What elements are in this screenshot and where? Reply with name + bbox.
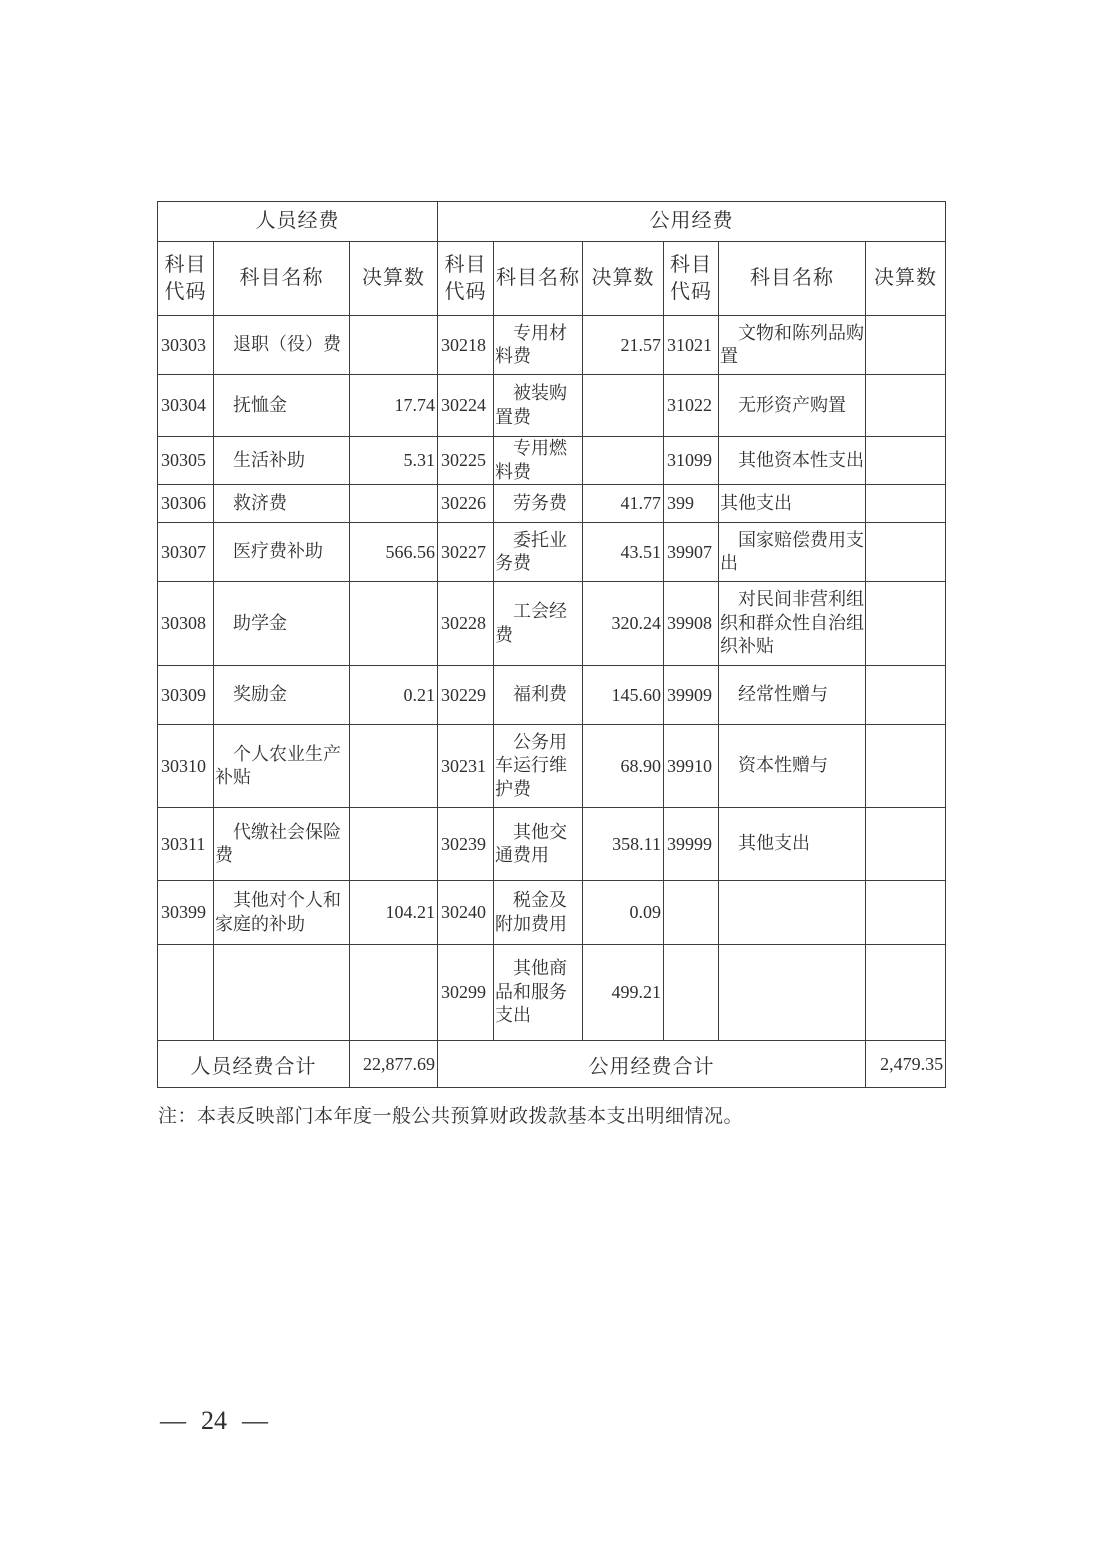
table-row xyxy=(158,666,946,725)
final-amount-cell xyxy=(866,666,946,725)
final-amount-cell: 499.21 xyxy=(583,945,664,1041)
subject-code-cell: 30311 xyxy=(158,808,214,881)
subject-code-cell: 30218 xyxy=(438,316,494,375)
subject-name-cell xyxy=(719,945,866,1041)
subject-name-cell: 医疗费补助 xyxy=(214,523,350,582)
final-amount-cell xyxy=(866,375,946,437)
public-total-value: 2,479.35 xyxy=(866,1041,946,1088)
final-amount-cell xyxy=(350,316,438,375)
public-total-label: 公用经费合计 xyxy=(438,1041,866,1088)
subject-name-cell: 抚恤金 xyxy=(214,375,350,437)
subject-name-cell: 其他支出 xyxy=(719,485,866,523)
subject-name-cell: 福利费 xyxy=(494,666,583,725)
subject-name-cell: 经常性赠与 xyxy=(719,666,866,725)
final-amount-cell: 17.74 xyxy=(350,375,438,437)
final-amount-cell xyxy=(866,725,946,808)
column-header: 决算数 xyxy=(866,242,946,316)
final-amount-cell xyxy=(583,437,664,485)
final-amount-cell: 68.90 xyxy=(583,725,664,808)
subject-code-cell: 30309 xyxy=(158,666,214,725)
subject-code-cell: 399 xyxy=(664,485,719,523)
subject-code-cell: 30240 xyxy=(438,881,494,945)
table-row xyxy=(158,523,946,582)
final-amount-cell: 5.31 xyxy=(350,437,438,485)
subject-name-cell: 个人农业生产补贴 xyxy=(214,725,350,808)
subject-code-cell: 30224 xyxy=(438,375,494,437)
subject-code-cell: 30231 xyxy=(438,725,494,808)
final-amount-cell: 358.11 xyxy=(583,808,664,881)
subject-code-cell: 30303 xyxy=(158,316,214,375)
table-row xyxy=(158,808,946,881)
subject-code-cell: 30307 xyxy=(158,523,214,582)
basic-expenditure-detail-table xyxy=(157,201,946,1088)
subject-name-cell: 助学金 xyxy=(214,582,350,666)
page-number-dash-left: — xyxy=(160,1406,186,1435)
group-header-personnel: 人员经费 xyxy=(158,202,438,242)
table-footnote: 注：本表反映部门本年度一般公共预算财政拨款基本支出明细情况。 xyxy=(158,1106,744,1127)
page-number-dash-right: — xyxy=(242,1406,268,1435)
subject-name-cell: 退职（役）费 xyxy=(214,316,350,375)
subject-name-cell: 工会经费 xyxy=(494,582,583,666)
subject-name-cell: 被装购置费 xyxy=(494,375,583,437)
personnel-total-label: 人员经费合计 xyxy=(158,1041,350,1088)
final-amount-cell xyxy=(350,485,438,523)
subject-name-cell: 专用材料费 xyxy=(494,316,583,375)
subject-name-cell: 其他资本性支出 xyxy=(719,437,866,485)
subject-name-cell: 代缴社会保险费 xyxy=(214,808,350,881)
subject-name-cell: 生活补助 xyxy=(214,437,350,485)
subject-code-cell: 30227 xyxy=(438,523,494,582)
final-amount-cell xyxy=(866,808,946,881)
final-amount-cell xyxy=(350,808,438,881)
subject-name-cell: 劳务费 xyxy=(494,485,583,523)
subject-code-cell: 39908 xyxy=(664,582,719,666)
subject-code-cell: 30228 xyxy=(438,582,494,666)
table-row xyxy=(158,945,946,1041)
subject-name-cell: 资本性赠与 xyxy=(719,725,866,808)
final-amount-cell xyxy=(866,485,946,523)
subject-name-cell: 公务用车运行维护费 xyxy=(494,725,583,808)
subject-code-cell: 30226 xyxy=(438,485,494,523)
subject-name-cell: 对民间非营利组织和群众性自治组织补贴 xyxy=(719,582,866,666)
final-amount-cell: 0.09 xyxy=(583,881,664,945)
subject-code-cell: 30306 xyxy=(158,485,214,523)
subject-name-cell: 其他支出 xyxy=(719,808,866,881)
subject-code-cell: 39907 xyxy=(664,523,719,582)
subject-name-cell: 救济费 xyxy=(214,485,350,523)
table-row xyxy=(158,725,946,808)
subject-code-cell: 30304 xyxy=(158,375,214,437)
column-header: 科目代码 xyxy=(438,242,494,316)
subject-code-cell: 30299 xyxy=(438,945,494,1041)
table-row xyxy=(158,375,946,437)
subject-code-cell: 30239 xyxy=(438,808,494,881)
column-header: 科目代码 xyxy=(664,242,719,316)
final-amount-cell: 566.56 xyxy=(350,523,438,582)
table-row xyxy=(158,582,946,666)
final-amount-cell: 21.57 xyxy=(583,316,664,375)
subject-name-cell: 其他商品和服务支出 xyxy=(494,945,583,1041)
column-header: 决算数 xyxy=(583,242,664,316)
page-number xyxy=(160,1406,268,1436)
final-amount-cell xyxy=(866,582,946,666)
subject-code-cell: 39999 xyxy=(664,808,719,881)
subject-code-cell: 31021 xyxy=(664,316,719,375)
final-amount-cell: 43.51 xyxy=(583,523,664,582)
subject-name-cell xyxy=(719,881,866,945)
subject-code-cell: 30308 xyxy=(158,582,214,666)
subject-name-cell: 奖励金 xyxy=(214,666,350,725)
subject-code-cell: 30399 xyxy=(158,881,214,945)
subject-code-cell: 39909 xyxy=(664,666,719,725)
final-amount-cell: 104.21 xyxy=(350,881,438,945)
final-amount-cell: 320.24 xyxy=(583,582,664,666)
final-amount-cell xyxy=(866,437,946,485)
subject-name-cell: 税金及附加费用 xyxy=(494,881,583,945)
final-amount-cell xyxy=(583,375,664,437)
subject-code-cell xyxy=(664,881,719,945)
table-row xyxy=(158,316,946,375)
final-amount-cell xyxy=(350,725,438,808)
group-header-row xyxy=(158,202,946,242)
final-amount-cell xyxy=(350,945,438,1041)
final-amount-cell xyxy=(866,316,946,375)
subject-code-cell: 39910 xyxy=(664,725,719,808)
subject-code-cell: 30305 xyxy=(158,437,214,485)
subject-name-cell: 专用燃料费 xyxy=(494,437,583,485)
subject-code-cell: 30310 xyxy=(158,725,214,808)
final-amount-cell xyxy=(866,881,946,945)
column-header: 科目代码 xyxy=(158,242,214,316)
subject-name-cell xyxy=(214,945,350,1041)
table-row xyxy=(158,881,946,945)
column-header-row xyxy=(158,242,946,316)
column-header: 科目名称 xyxy=(214,242,350,316)
subject-code-cell xyxy=(664,945,719,1041)
totals-row xyxy=(158,1041,946,1088)
group-header-public: 公用经费 xyxy=(438,202,946,242)
subject-code-cell: 31022 xyxy=(664,375,719,437)
subject-name-cell: 其他交通费用 xyxy=(494,808,583,881)
subject-code-cell: 31099 xyxy=(664,437,719,485)
subject-code-cell: 30229 xyxy=(438,666,494,725)
column-header: 科目名称 xyxy=(719,242,866,316)
table-row xyxy=(158,437,946,485)
column-header: 科目名称 xyxy=(494,242,583,316)
subject-code-cell xyxy=(158,945,214,1041)
final-amount-cell xyxy=(866,945,946,1041)
column-header: 决算数 xyxy=(350,242,438,316)
subject-name-cell: 委托业务费 xyxy=(494,523,583,582)
table-row xyxy=(158,485,946,523)
final-amount-cell xyxy=(350,582,438,666)
final-amount-cell: 0.21 xyxy=(350,666,438,725)
page-number-value: 24 xyxy=(201,1406,227,1435)
subject-name-cell: 国家赔偿费用支出 xyxy=(719,523,866,582)
subject-name-cell: 无形资产购置 xyxy=(719,375,866,437)
personnel-total-value: 22,877.69 xyxy=(350,1041,438,1088)
subject-code-cell: 30225 xyxy=(438,437,494,485)
final-amount-cell xyxy=(866,523,946,582)
final-amount-cell: 145.60 xyxy=(583,666,664,725)
subject-name-cell: 其他对个人和家庭的补助 xyxy=(214,881,350,945)
subject-name-cell: 文物和陈列品购置 xyxy=(719,316,866,375)
final-amount-cell: 41.77 xyxy=(583,485,664,523)
